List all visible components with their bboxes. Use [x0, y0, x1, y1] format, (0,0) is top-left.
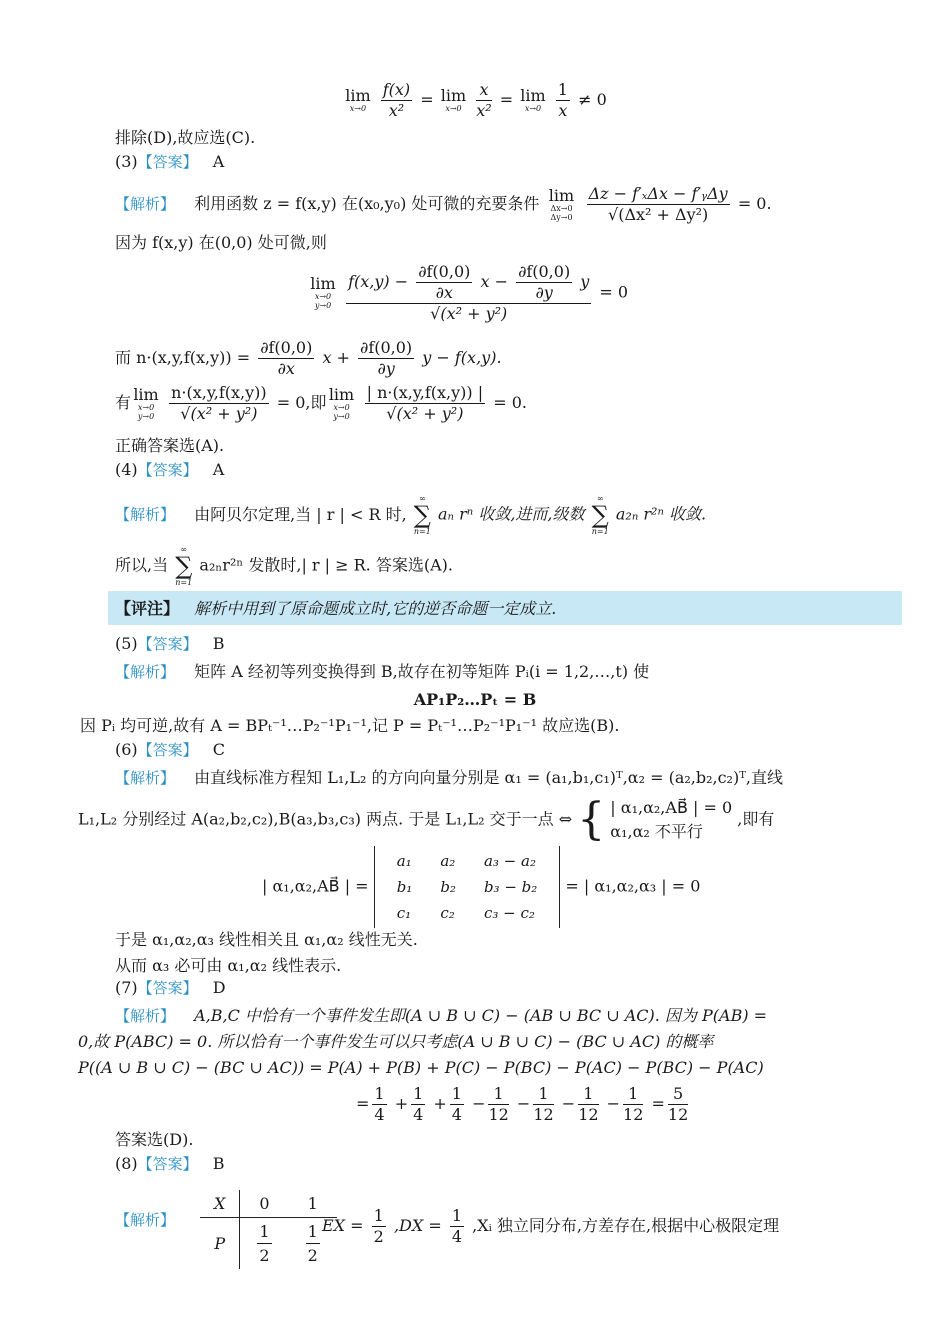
- determinant-equation: | α₁,α₂,AB⃗ | = a₁ a₂ a₃ − a₂ b₁ b₂ b₃ − b₂ c₁ c₂ c₃ − c₂ = | α₁,α₂,α₃ | = 0: [262, 846, 700, 928]
- analysis-6-line-2: L₁,L₂ 分别经过 A(a₂,b₂,c₂),B(a₃,b₃,c₃) 两点. 于是 L₁,L₂ 交于一点 ⇔ { | α₁,α₂,AB⃗ | = 0 α₁,α₂ 不平行 ,即有: [78, 794, 775, 845]
- limit-conclusion-line: 有 lim x→0 y→0 $\frac{n\cdot(x,y,f(x,y))}{\text{√(x² + y²)}}$ = 0,即 lim x→0 y→0 $\frac{| n\cdot(x,y,f(x,y)) |}{\text{√(x² + y²)}}$ = 0.: [115, 383, 527, 423]
- text-line: 答案选(D).: [115, 1130, 194, 1149]
- answer-tag: 【答案】: [137, 979, 198, 997]
- answer-tag: 【答案】: [137, 1155, 198, 1173]
- answer-line-7: (7)【答案】 D: [115, 978, 226, 997]
- analysis-tag: 【解析】: [115, 769, 176, 787]
- text-line: 于是 α₁,α₂,α₃ 线性相关且 α₁,α₂ 线性无关.: [115, 930, 418, 949]
- analysis-8-text: EX = $\frac{1}{2}$ ,DX = $\frac{1}{4}$ ,Xᵢ 独立同分布,方差存在,根据中心极限定理: [322, 1206, 780, 1246]
- answer-line-5: (5)【答案】 B: [115, 634, 225, 653]
- differentiability-equation: lim x→0 y→0 f(x,y) − $\frac{\partial f(0,0)}{\partial x}$ x − $\frac{\partial f(0,0)}{\partial y}$ y √(x² + y²) = 0: [310, 262, 629, 323]
- answer-line-8: (8)【答案】 B: [115, 1154, 225, 1173]
- text-line: 正确答案选(A).: [115, 436, 225, 455]
- text-line: 0,故 P(ABC) = 0. 所以恰有一个事件发生可以只考虑(A ∪ B ∪ C) − (BC ∪ AC) 的概率: [78, 1032, 714, 1051]
- analysis-5-line-1: 【解析】 矩阵 A 经初等列变换得到 B,故存在初等矩阵 Pᵢ(i = 1,2,…,t) 使: [115, 662, 650, 681]
- answer-tag: 【答案】: [137, 635, 198, 653]
- analysis-4-line-2: 所以,当 ∞ ∑ n=1 a₂ₙr²ⁿ 发散时,| r | ≥ R. 答案选(A).: [115, 545, 453, 587]
- answer-line-4: (4)【答案】 A: [115, 460, 225, 479]
- analysis-3-line-1: 【解析】 利用函数 z = f(x,y) 在(x₀,y₀) 处可微的充要条件 lim Δx→0 Δy→0 $\frac{\text{Δz − f′ₓΔx − f′ᵧΔy}}{\text{√(Δx² + Δy²)}}$ = 0.: [115, 184, 772, 224]
- left-brace: {: [577, 794, 606, 845]
- note-line: 【评注】 解析中用到了原命题成立时,它的逆否命题一定成立.: [115, 599, 557, 618]
- distribution-table: X 0 1 P $\frac{1}{2}$ $\frac{1}{2}$: [200, 1190, 337, 1269]
- text-line: P((A ∪ B ∪ C) − (BC ∪ AC)) = P(A) + P(B) + P(C) − P(BC) − P(AC) − P(BC) − P(AC): [78, 1058, 764, 1077]
- analysis-tag: 【解析】: [115, 195, 176, 213]
- text-line: 从而 α₃ 必可由 α₁,α₂ 线性表示.: [115, 956, 342, 975]
- analysis-6-line-1: 【解析】 由直线标准方程知 L₁,L₂ 的方向向量分别是 α₁ = (a₁,b₁,c₁)ᵀ,α₂ = (a₂,b₂,c₂)ᵀ,直线: [115, 768, 784, 787]
- answer-tag: 【答案】: [137, 461, 198, 479]
- limit-equation: lim x→0 $\frac{f(x)}{\text{x²}}$ = lim x→0 $\frac{x}{\text{x²}}$ = lim x→0 $\frac{1}{x}$ ≠ 0: [345, 80, 607, 120]
- analysis-tag: 【解析】: [115, 1007, 176, 1025]
- determinant: a₁ a₂ a₃ − a₂ b₁ b₂ b₃ − b₂ c₁ c₂ c₃ − c₂: [374, 846, 561, 928]
- answer-tag: 【答案】: [137, 153, 198, 171]
- text-line: 因 Pᵢ 均可逆,故有 A = BPₜ⁻¹…P₂⁻¹P₁⁻¹,记 P = Pₜ⁻¹…P₂⁻¹P₁⁻¹ 故应选(B).: [80, 716, 620, 735]
- analysis-7-line-1: 【解析】 A,B,C 中恰有一个事件发生即(A ∪ B ∪ C) − (AB ∪ BC ∪ AC). 因为 P(AB) =: [115, 1006, 768, 1025]
- fraction-sum: = $\frac{1}{4}$ + $\frac{1}{4}$ + $\frac{1}{4}$ − $\frac{1}{12}$ − $\frac{1}{12}$ − $\frac{1}{12}$ − $\frac{1}{12}$ = $\frac{5}{12}$: [356, 1084, 689, 1124]
- analysis-tag: 【解析】: [115, 663, 176, 681]
- normal-product-line: 而 n·(x,y,f(x,y)) = $\frac{\partial f(0,0)}{\partial x}$ x + $\frac{\partial f(0,0)}{\partial y}$ y − f(x,y).: [115, 338, 502, 378]
- analysis-4-line-1: 【解析】 由阿贝尔定理,当 | r | < R 时, ∞ ∑ n=1 aₙ rⁿ 收敛,进而,级数 ∞ ∑ n=1 a₂ₙ r²ⁿ 收敛.: [115, 494, 707, 536]
- text-line: 排除(D),故应选(C).: [115, 128, 256, 147]
- answer-line-6: (6)【答案】 C: [115, 740, 226, 759]
- analysis-tag: 【解析】: [115, 1211, 176, 1229]
- analysis-tag: 【解析】: [115, 505, 176, 524]
- text-line: 因为 f(x,y) 在(0,0) 处可微,则: [115, 233, 327, 252]
- answer-line-3: (3)【答案】 A: [115, 152, 225, 171]
- note-tag: 【评注】: [115, 599, 180, 618]
- answer-tag: 【答案】: [137, 741, 198, 759]
- matrix-product: AP₁P₂…Pₜ = B: [413, 690, 537, 709]
